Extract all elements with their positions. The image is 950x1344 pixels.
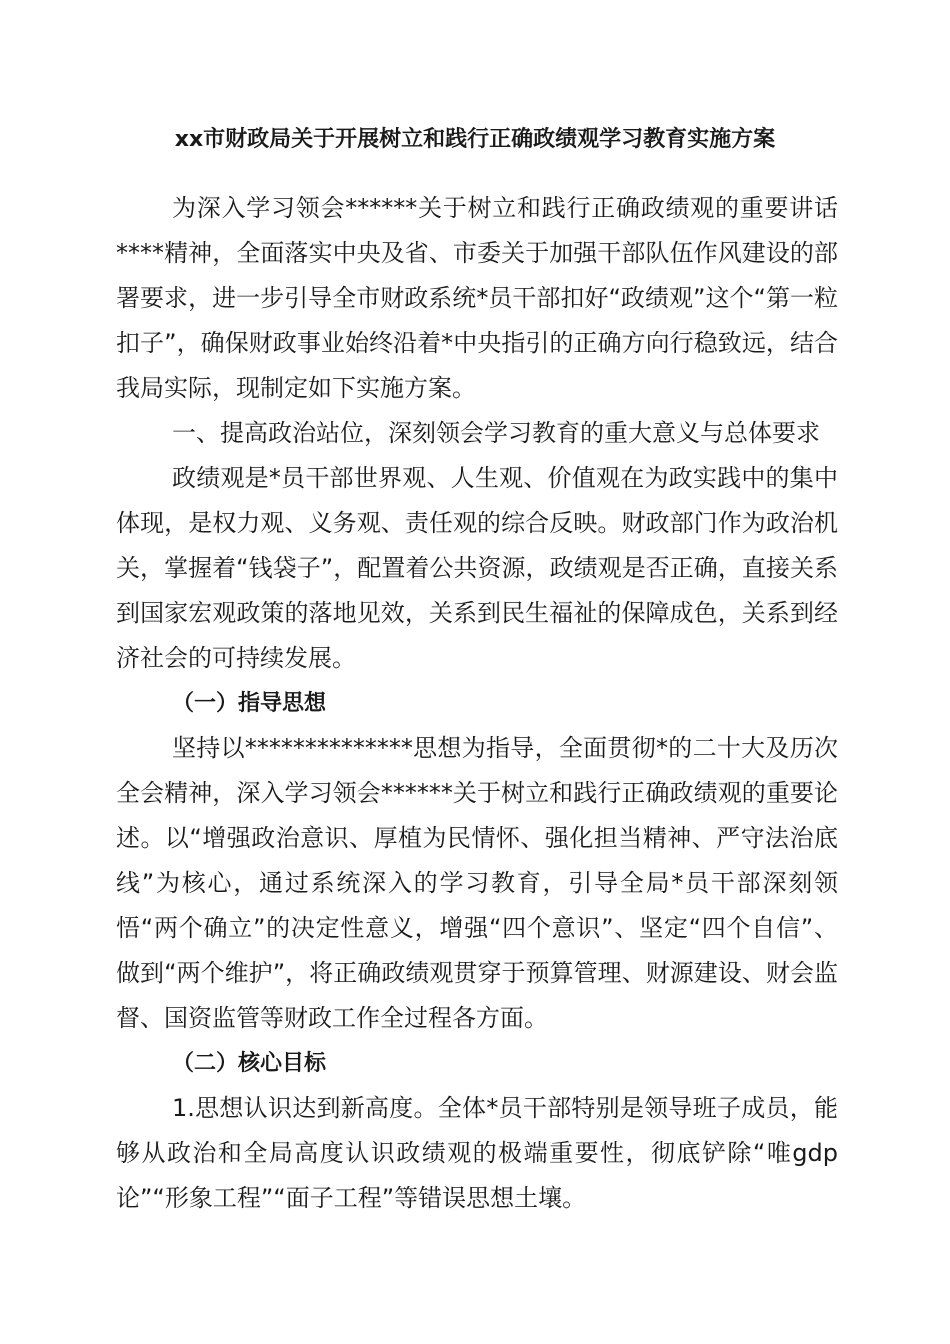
subsection-2-item-1: 1.思想认识达到新高度。全体*员干部特别是领导班子成员，能够从政治和全局高度认识政绩观的极端重要性，彻底铲除“唯gdp论”“形象工程”“面子工程”等错误思想土壤。 <box>116 1094 838 1212</box>
section-1-paragraph: 政绩观是*员干部世界观、人生观、价值观在为政实践中的集中体现，是权力观、义务观、责任观的综合反映。财政部门作为政治机关，掌握着“钱袋子”，配置着公共资源，政绩观是否正确，直接关系到国家宏观政策的落地见效，关系到民生福祉的保障成色，关系到经济社会的可持续发展。 <box>116 464 838 672</box>
intro-paragraph: 为深入学习领会******关于树立和践行正确政绩观的重要讲话****精神，全面落实中央及省、市委关于加强干部队伍作风建设的部署要求，进一步引导全市财政系统*员干部扣好“政绩观”这个“第一粒扣子”，确保财政事业始终沿着*中央指引的正确方向行稳致远，结合我局实际，现制定如下实施方案。 <box>116 194 838 402</box>
document-body <box>116 186 838 1221</box>
subsection-2-heading: （二）核心目标 <box>172 1051 327 1076</box>
subsection-1-paragraph: 坚持以**************思想为指导，全面贯彻*的二十大及历次全会精神，深入学习领会******关于树立和践行正确政绩观的重要论述。以“增强政治意识、厚植为民情怀、强化担当精神、严守法治底线”为核心，通过系统深入的学习教育，引导全局*员干部深刻领悟“两个确立”的决定性意义，增强“四个意识”、坚定“四个自信”、做到“两个维护”，将正确政绩观贯穿于预算管理、财源建设、财会监督、国资监管等财政工作全过程各方面。 <box>116 734 838 1032</box>
section-1-heading: 一、提高政治站位，深刻领会学习教育的重大意义与总体要求 <box>172 419 820 447</box>
document-title: xx市财政局关于开展树立和践行正确政绩观学习教育实施方案 <box>174 127 776 152</box>
subsection-1-heading: （一）指导思想 <box>172 691 327 716</box>
